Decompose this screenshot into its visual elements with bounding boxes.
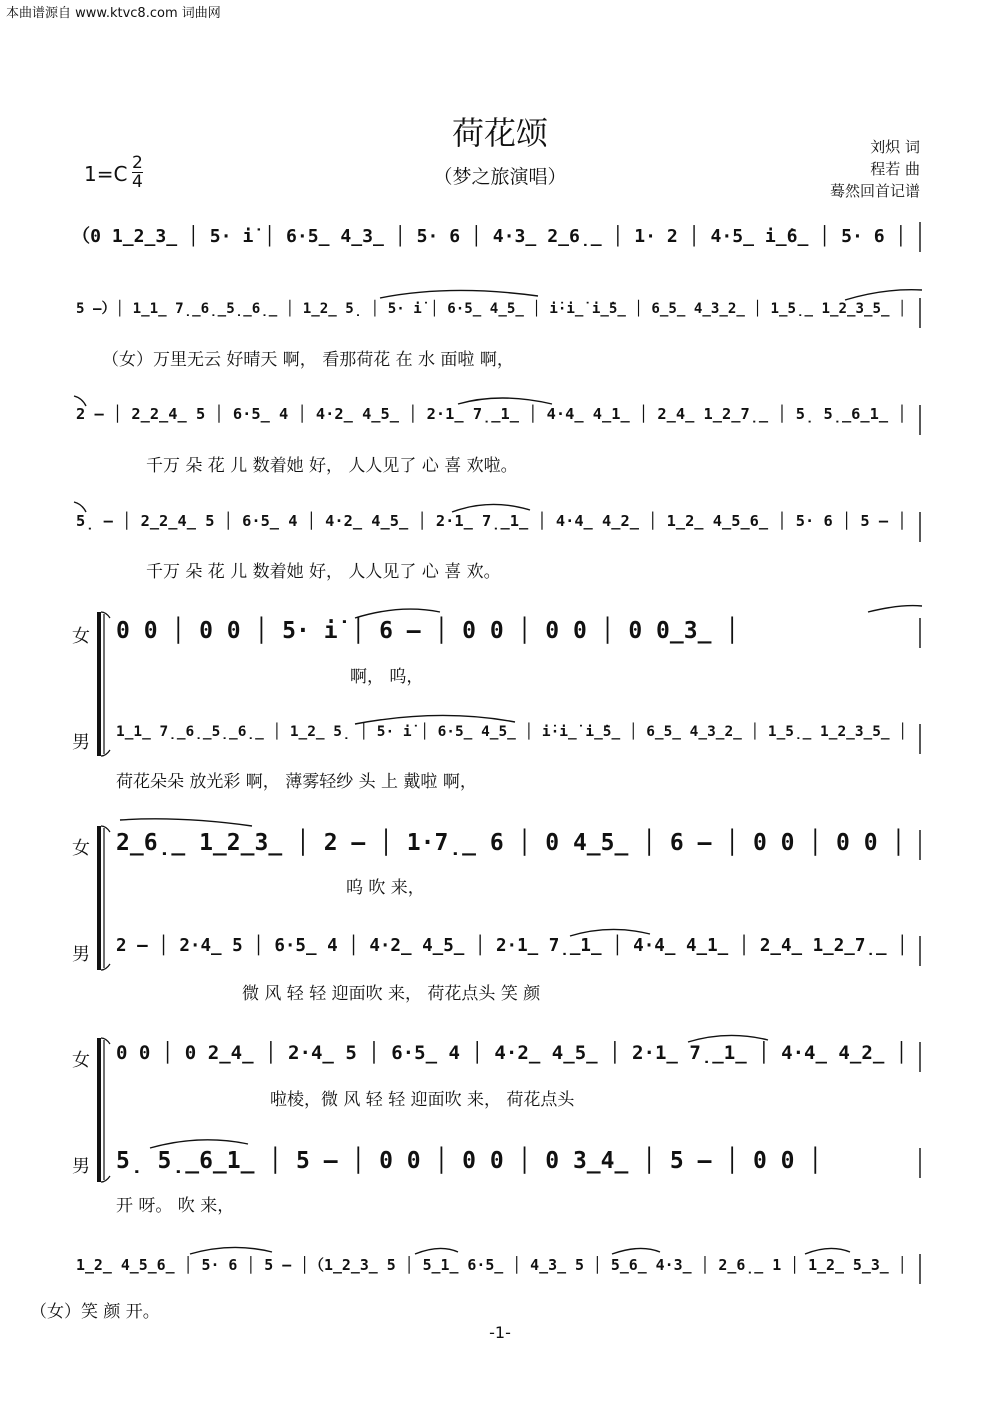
score-line-duet3-male: 5̣ 5̣̲6̲1̲ │ 5 – │ 0 0 │ 0 0 │ 0 3̲4̲ │ 5 – │ 0 0 │ [116,1148,823,1174]
score-line-verse1a: 5 –）│ 1̲1̲ 7̣̲6̣̲5̣̲6̣̲ │ 1̲2̲ 5̣ │ 5· i̇ │ 6·5̲ 4̲5̲ │ i̇·i̲̇ i̲̇5̲ │ 6̲5̲ 4̲3̲2̲ │ 1̲5̣̲ 1̲2̲3̲5̲ │ [76,301,907,317]
time-signature-bottom: 4 [132,172,143,192]
voice-label-male: 男 [72,1156,90,1177]
score-line-intro: （0 1̲2̲3̲ │ 5· i̇ │ 6·5̲ 4̲3̲ │ 5· 6 │ 4·3̲ 2̲6̣̲ │ 1· 2 │ 4·5̲ i̲̇6̲ │ 5· 6 │ [72,226,907,247]
lyric-line-duet3-female: 啦棱，微 风 轻 轻 迎面吹 来， 荷花点头 [270,1090,575,1110]
score-line-verse1c: 5̣ – │ 2̲2̲4̲ 5 │ 6·5̲ 4 │ 4·2̲ 4̲5̲ │ 2·1̲ 7̣̲1̲ │ 4·4̲ 4̲2̲ │ 1̲2̲ 4̲5̲6̲ │ 5· 6 │ 5 – │ [76,512,907,530]
voice-label-female: 女 [72,838,90,859]
voice-label-female: 女 [72,1050,90,1071]
watermark: 本曲谱源自 www.ktvc8.com 词曲网 [6,6,221,21]
key-signature: 1=C [84,162,128,186]
lyric-line-duet2-female: 呜 吹 来， [346,878,425,898]
lyric-line-verse1a: （女）万里无云 好晴天 啊， 看那荷花 在 水 面啦 啊， [102,350,514,370]
score-line-duet1-female: 0 0 │ 0 0 │ 5· i̇ │ 6 – │ 0 0 │ 0 0 │ 0 0̲3̲ │ [116,618,740,644]
lyric-line-duet1-female: 啊， 呜， [350,667,424,687]
lyric-line-duet2-male: 微 风 轻 轻 迎面吹 来， 荷花点头 笑 颜 [242,984,541,1004]
page-title: 荷花颂 [451,114,548,152]
score-line-duet3-female: 0 0 │ 0 2̲4̲ │ 2·4̲ 5 │ 6·5̲ 4 │ 4·2̲ 4̲5̲ │ 2·1̲ 7̣̲1̲ │ 4·4̲ 4̲2̲ │ [116,1042,908,1064]
time-signature-top: 2 [132,153,143,173]
lyric-line-ending: （女）笑 颜 开。 [30,1302,160,1322]
subtitle: （梦之旅演唱） [433,166,567,188]
lyric-line-verse1b: 千万 朵 花 儿 数着她 好， 人人见了 心 喜 欢啦。 [146,456,518,476]
score-line-verse1b: 2 – │ 2̲2̲4̲ 5 │ 6·5̲ 4 │ 4·2̲ 4̲5̲ │ 2·1̲ 7̣̲1̲ │ 4·4̲ 4̲1̲ │ 2̲4̲ 1̲2̲7̣̲ │ 5̣ 5̣̲6̲1̲ │ [76,405,907,423]
composer-credit: 程若 曲 [870,160,920,178]
page-number: -1- [489,1323,511,1342]
lyric-line-duet3-male: 开 呀。 吹 来， [116,1196,235,1216]
lyric-line-duet1-male: 荷花朵朵 放光彩 啊， 薄雾轻纱 头 上 戴啦 啊， [116,772,477,792]
score-line-duet2-female: 2̲6̣̲ 1̲2̲3̲ │ 2 – │ 1·7̣̲ 6 │ 0 4̲5̲ │ 6 – │ 0 0 │ 0 0 │ [116,830,906,856]
voice-label-male: 男 [72,732,90,753]
lyric-line-verse1c: 千万 朵 花 儿 数着她 好， 人人见了 心 喜 欢。 [146,562,501,582]
voice-label-female: 女 [72,626,90,647]
lyricist-credit: 刘炽 词 [870,138,920,156]
score-line-duet2-male: 2 – │ 2·4̲ 5 │ 6·5̲ 4 │ 4·2̲ 4̲5̲ │ 2·1̲ 7̣̲1̲ │ 4·4̲ 4̲1̲ │ 2̲4̲ 1̲2̲7̣̲ │ [116,936,908,956]
time-signature [132,154,143,191]
transcriber-credit: 蓦然回首记谱 [829,182,920,200]
score-line-duet1-male: 1̲1̲ 7̣̲6̣̲5̣̲6̣̲ │ 1̲2̲ 5̣ │ 5· i̇ │ 6·5̲ 4̲5̲ │ i̇·i̲̇ i̲̇5̲ │ 6̲5̲ 4̲3̲2̲ │ 1̲5̣̲ 1̲2̲3̲5̲ │ [116,724,907,740]
score-line-ending: 1̲2̲ 4̲5̲6̲ │ 5· 6 │ 5 – │（1̲2̲3̲ 5 │ 5̲1̲ 6·5̲ │ 4̲3̲ 5 │ 5̲6̲ 4·3̲ │ 2̲6̣̲ 1 │ 1̲2̲ 5̲3̲ │ [76,1256,907,1274]
voice-label-male: 男 [72,944,90,965]
